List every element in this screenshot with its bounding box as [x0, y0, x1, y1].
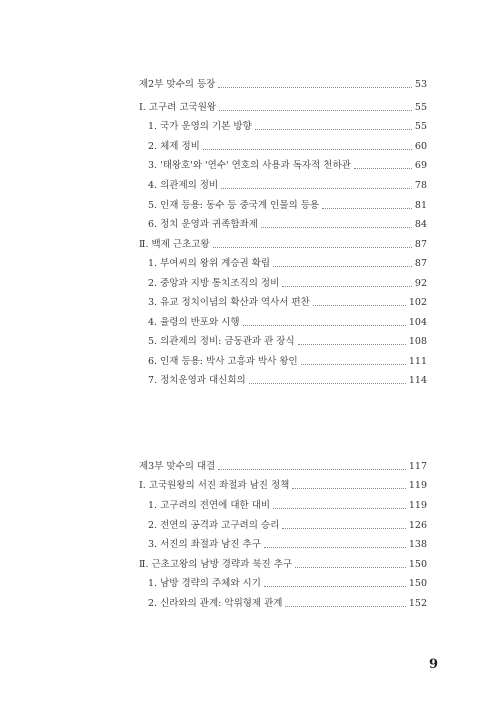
toc-entry-label: 2. 중앙과 지방 통치조직의 정비: [148, 278, 280, 289]
toc-entry-label: Ⅰ. 고구려 고국원왕: [139, 102, 217, 113]
dot-leader: [264, 586, 406, 587]
toc-entry-label: 5. 인재 등용: 동수 등 중국계 인물의 등용: [148, 200, 320, 211]
toc-entry-label: Ⅱ. 근초고왕의 남방 경략과 북진 추구: [139, 559, 293, 570]
toc-entry-label: 1. 부여씨의 왕위 계승권 확립: [148, 258, 271, 269]
toc-entry-label: 2. 전연의 공격과 고구려의 승리: [148, 520, 280, 531]
toc-entry-page: 119: [408, 480, 427, 491]
page-number: 9: [428, 657, 438, 672]
toc-entry-label: 제3부 맞수의 대결: [139, 461, 216, 472]
toc-entry-label: 7. 정치운영과 대신회의: [148, 375, 246, 386]
toc-entry-label: Ⅱ. 백제 근초고왕: [139, 239, 210, 250]
toc-subentry: [148, 496, 427, 512]
toc-subentry: [148, 332, 427, 348]
toc-subentry: [148, 574, 427, 590]
dot-leader: [301, 364, 406, 365]
toc-entry-label: 3. 유교 정치이념의 확산과 역사서 편찬: [148, 297, 310, 308]
dot-leader: [221, 188, 412, 189]
toc-chapter-entry: [139, 98, 427, 114]
toc-entry-page: 111: [408, 356, 427, 367]
toc-subentry: [148, 313, 427, 329]
toc-entry-page: 150: [408, 559, 427, 570]
dot-leader: [354, 168, 412, 169]
toc-entry-label: 5. 의관제의 정비: 금동관과 관 장식: [148, 336, 295, 347]
toc-entry-page: 126: [408, 520, 427, 531]
dot-leader: [298, 344, 406, 345]
toc-subentry: [148, 176, 427, 192]
toc-entry-page: 84: [414, 219, 427, 230]
toc-subentry: [148, 293, 427, 309]
dot-leader: [282, 528, 406, 529]
toc-entry-page: 55: [414, 102, 427, 113]
dot-leader: [313, 305, 406, 306]
dot-leader: [218, 87, 412, 88]
toc-subentry: [148, 371, 427, 387]
toc-entry-label: 2. 신라와의 관계: 악위형제 관계: [148, 598, 283, 609]
dot-leader: [249, 383, 406, 384]
toc-entry-label: 4. 의관제의 정비: [148, 180, 219, 191]
toc-entry-page: 60: [414, 141, 427, 152]
toc-entry-label: 1. 국가 운영의 기본 방향: [148, 121, 252, 132]
toc-entry-page: 87: [414, 258, 427, 269]
toc-subentry: [148, 117, 427, 133]
toc-chapter-entry: [139, 235, 427, 251]
dot-leader: [203, 149, 412, 150]
toc-entry-page: 87: [414, 239, 427, 250]
toc-entry-page: 152: [408, 598, 427, 609]
toc-entry-page: 81: [414, 200, 427, 211]
dot-leader: [273, 266, 412, 267]
dot-leader: [282, 286, 412, 287]
toc-entry-page: 117: [408, 461, 427, 472]
toc-entry-page: 69: [414, 160, 427, 171]
dot-leader: [285, 606, 405, 607]
toc-entry-page: 104: [408, 317, 427, 328]
toc-subentry: [148, 254, 427, 270]
toc-entry-label: 제2부 맞수의 등장: [139, 79, 216, 90]
dot-leader: [243, 325, 406, 326]
dot-leader: [261, 227, 412, 228]
toc-entry-label: 6. 정치 운영과 귀족합좌제: [148, 219, 258, 230]
toc-entry-page: 119: [408, 500, 427, 511]
toc-subentry: [148, 274, 427, 290]
dot-leader: [292, 488, 406, 489]
toc-entry-label: 2. 체제 정비: [148, 141, 200, 152]
toc-subentry: [148, 594, 427, 610]
toc-entry-label: 4. 율령의 반포와 시행: [148, 317, 240, 328]
toc-subentry: [148, 196, 427, 212]
toc-entry-page: 150: [408, 578, 427, 589]
toc-entry-label: 3. '태왕호'와 '연수' 연호의 사용과 독자적 천하관: [148, 160, 351, 171]
toc-part-heading: [139, 457, 427, 473]
toc-part-heading: [139, 75, 427, 91]
toc-entry-label: 6. 인재 등용: 박사 고흥과 박사 왕인: [148, 356, 298, 367]
toc-entry-label: Ⅰ. 고국원왕의 서진 좌절과 남진 정책: [139, 480, 290, 491]
toc-chapter-entry: [139, 555, 427, 571]
dot-leader: [213, 247, 412, 248]
toc-entry-page: 114: [408, 375, 427, 386]
toc-subentry: [148, 352, 427, 368]
toc-entry-page: 102: [408, 297, 427, 308]
toc-subentry: [148, 215, 427, 231]
dot-leader: [273, 508, 406, 509]
toc-entry-label: 1. 고구려의 전연에 대한 대비: [148, 500, 271, 511]
toc-entry-page: 108: [408, 336, 427, 347]
toc-entry-page: 78: [414, 180, 427, 191]
dot-leader: [219, 110, 412, 111]
dot-leader: [322, 208, 412, 209]
dot-leader: [255, 129, 412, 130]
toc-subentry: [148, 516, 427, 532]
toc-entry-page: 92: [414, 278, 427, 289]
toc-chapter-entry: [139, 476, 427, 492]
toc-entry-label: 3. 서진의 좌절과 남진 추구: [148, 539, 261, 550]
dot-leader: [264, 547, 406, 548]
toc-entry-page: 53: [414, 79, 427, 90]
toc-entry-page: 55: [414, 121, 427, 132]
dot-leader: [218, 469, 406, 470]
toc-entry-page: 138: [408, 539, 427, 550]
toc-entry-label: 1. 남방 경략의 주체와 시기: [148, 578, 261, 589]
dot-leader: [295, 567, 406, 568]
toc-subentry: [148, 535, 427, 551]
toc-subentry: [148, 156, 427, 172]
toc-subentry: [148, 137, 427, 153]
